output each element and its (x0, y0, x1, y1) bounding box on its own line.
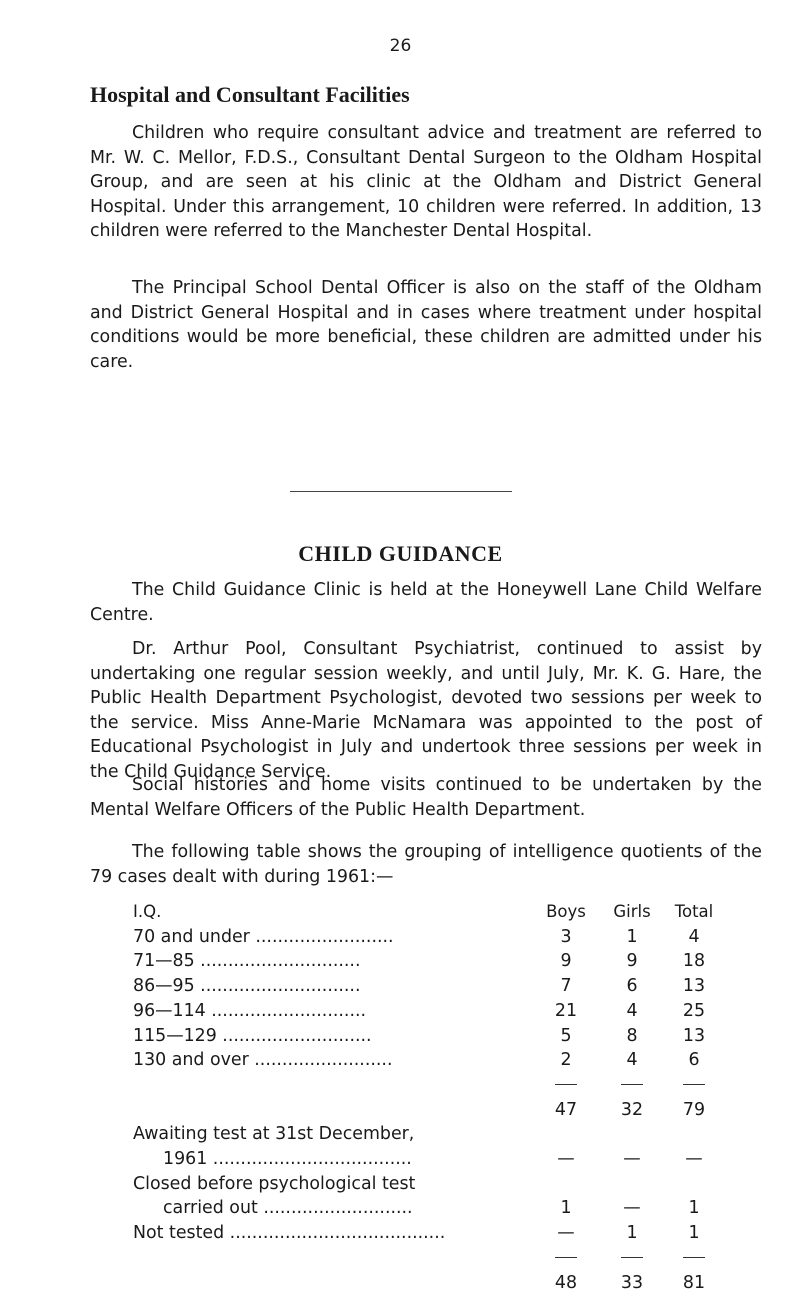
table-row (133, 974, 725, 999)
row-total: 18 (682, 951, 706, 972)
not-tested-total: 1 (688, 1223, 700, 1244)
row-girls: 4 (626, 1000, 638, 1021)
row-label: 70 and under ......................... (133, 926, 394, 947)
row-boys: 7 (560, 976, 572, 997)
row-total: 13 (682, 976, 706, 997)
subtotal-row (133, 1098, 725, 1123)
grand-total-girls: 33 (620, 1272, 644, 1293)
page-number: 26 (389, 36, 412, 56)
hospital-paragraph-2: The Principal School Dental Officer is also on the staff of the Oldham and District General Hospital and in cases where treatment under hospital conditions would be more beneficial, these children are admitted under his care. (90, 278, 762, 372)
row-label: 96—114 ............................ (133, 1000, 367, 1021)
closed-row-line1 (133, 1172, 725, 1197)
subtotal-total: 79 (682, 1099, 706, 1120)
row-boys: 21 (554, 1000, 578, 1021)
not-tested-row (133, 1221, 725, 1246)
closed-label-cont: carried out ........................... (163, 1198, 413, 1219)
row-boys: 2 (560, 1050, 572, 1071)
row-label: 71—85 ............................. (133, 951, 361, 972)
rule-row (133, 1246, 725, 1271)
awaiting-girls: — (623, 1149, 641, 1170)
awaiting-label-cont: 1961 .................................... (163, 1149, 412, 1170)
row-boys: 9 (560, 951, 572, 972)
row-girls: 9 (626, 951, 638, 972)
rule-line (683, 1257, 705, 1258)
row-girls: 8 (626, 1025, 638, 1046)
closed-label: Closed before psychological test (133, 1173, 416, 1194)
not-tested-boys: — (557, 1223, 575, 1244)
rule-line (683, 1084, 705, 1085)
table-row (133, 1048, 725, 1073)
table-row (133, 925, 725, 950)
row-total: 13 (682, 1025, 706, 1046)
row-girls: 4 (626, 1050, 638, 1071)
child-guidance-paragraph-1: The Child Guidance Clinic is held at the Honeywell Lane Child Welfare Centre. (90, 580, 762, 625)
row-boys: 5 (560, 1025, 572, 1046)
awaiting-total: — (685, 1149, 703, 1170)
rule-line (555, 1257, 577, 1258)
subtotal-boys: 47 (554, 1099, 578, 1120)
row-total: 4 (688, 926, 700, 947)
row-girls: 1 (626, 926, 638, 947)
grand-total-row (133, 1271, 725, 1296)
section-divider (290, 491, 512, 492)
row-total: 25 (682, 1000, 706, 1021)
closed-total: 1 (688, 1198, 700, 1219)
child-guidance-paragraph-4: The following table shows the grouping of intelligence quotients of the 79 cases dealt with during 1961:— (90, 842, 762, 887)
header-boys: Boys (546, 902, 586, 921)
subtotal-girls: 32 (620, 1099, 644, 1120)
awaiting-boys: — (557, 1149, 575, 1170)
rule-line (621, 1084, 643, 1085)
child-guidance-heading: CHILD GUIDANCE (298, 541, 503, 566)
row-label: 130 and over ......................... (133, 1050, 393, 1071)
child-guidance-paragraph-2: Dr. Arthur Pool, Consultant Psychiatrist, continued to assist by undertaking one regular session weekly, and until July, Mr. K. G. Hare, the Public Health Department Psychologist, devoted two sessions per week to the service. Miss Anne-Marie McNamara was appointed to the post of Educational Psychologist in July and undertook three sessions per week in the Child Guidance Service. (90, 639, 762, 782)
row-total: 6 (688, 1050, 700, 1071)
row-boys: 3 (560, 926, 572, 947)
row-girls: 6 (626, 976, 638, 997)
hospital-paragraph-1: Children who require consultant advice and treatment are referred to Mr. W. C. Mellor, F.D.S., Consultant Dental Surgeon to the Oldham Hospital Group, and are seen at his clinic at the Oldham and District General Hospital. Under this arrangement, 10 children were referred. In addition, 13 children were referred to the Manchester Dental Hospital. (90, 123, 762, 241)
rule-line (555, 1084, 577, 1085)
hospital-heading: Hospital and Consultant Facilities (90, 82, 410, 107)
table-row (133, 949, 725, 974)
rule-row (133, 1073, 725, 1098)
not-tested-label: Not tested ....................................... (133, 1223, 446, 1244)
closed-row (133, 1196, 725, 1221)
header-girls: Girls (613, 902, 651, 921)
header-total: Total (674, 902, 714, 921)
grand-total-total: 81 (682, 1272, 706, 1293)
awaiting-row (133, 1147, 725, 1172)
row-label: 115—129 ........................... (133, 1025, 372, 1046)
closed-boys: 1 (560, 1198, 572, 1219)
grand-total-boys: 48 (554, 1272, 578, 1293)
header-iq: I.Q. (133, 902, 162, 921)
awaiting-label: Awaiting test at 31st December, (133, 1124, 415, 1145)
table-row (133, 1024, 725, 1049)
closed-girls: — (623, 1198, 641, 1219)
not-tested-girls: 1 (626, 1223, 638, 1244)
iq-table-header (133, 900, 725, 925)
row-label: 86—95 ............................. (133, 976, 361, 997)
awaiting-row-line1 (133, 1122, 725, 1147)
iq-table (133, 900, 725, 1295)
child-guidance-paragraph-3: Social histories and home visits continued to be undertaken by the Mental Welfare Officers of the Public Health Department. (90, 775, 762, 820)
table-row (133, 999, 725, 1024)
rule-line (621, 1257, 643, 1258)
